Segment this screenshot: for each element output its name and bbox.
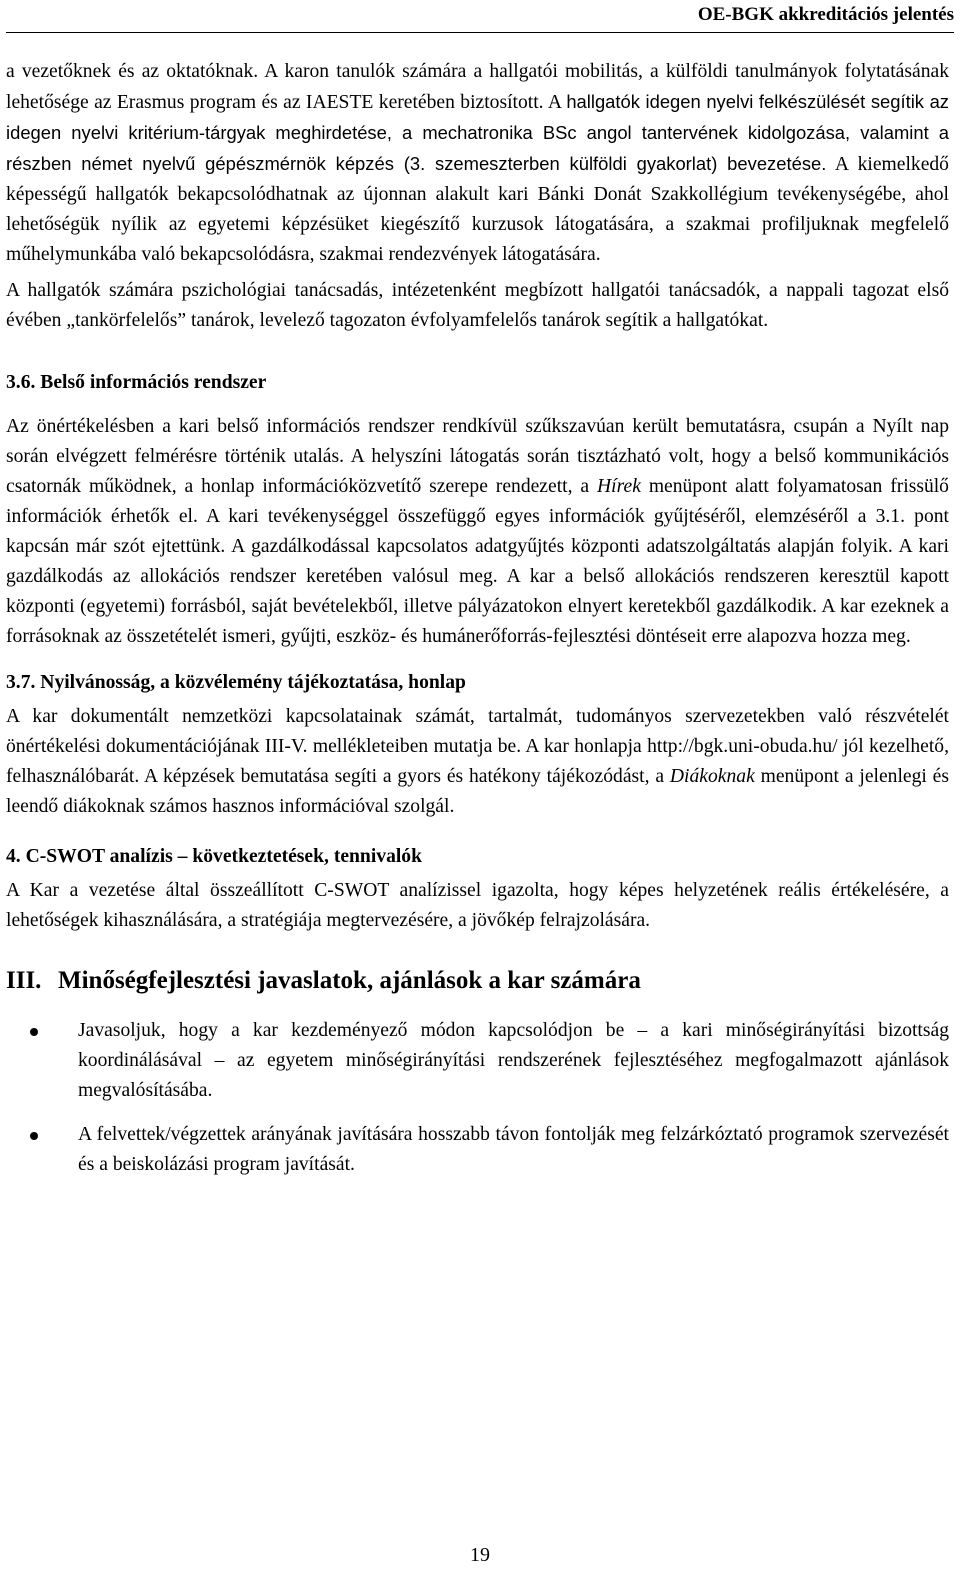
section-3-7-text-b: menüpont a jelenlegi és leendő diákoknak számos hasznos információval szolgál. (6, 766, 950, 817)
section-4-paragraph: A Kar a vezetése által összeállított C-SWOT analízissel igazolta, hogy képes helyzetének reális értékelésére, a lehetőségek kihasználására, a stratégiája megtervezésére, a jövőkép felrajzolására. (6, 880, 949, 931)
page-number: 19 (470, 1544, 490, 1566)
bullet-icon (30, 1028, 38, 1036)
heading-III-title: Minőségfejlesztési javaslatok, ajánlások a kar számára (58, 967, 641, 994)
section-3-6-text-b: menüpont alatt folyamatosan frissülő információk érhetők el. A kari tevékenységgel összefüggő egyes információk gyűjtéséről, elemzéséről a 3.1. pont kapcsán már szót ejtettünk. A gazdálkodással kapcsolatos adatgyűjtés központi adatszolgáltatás alapján folyik. A kari gazdálkodás az allokációs rendszer keretében valósul meg. A kar a belső allokációs rendszeren keresztül kapott központi (egyetemi) forrásból, saját bevételekből, illetve pályázatokon elnyert keretekből gazdálkodik. A kar ezeknek a forrásoknak az összetételét ismeri, gyűjti, eszköz- és humánerőforrás-fejlesztési döntéseit erre alapozva hozza meg. (6, 476, 949, 647)
intro-text-3: A kiemelkedő képességű hallgatók bekapcsolódhatnak az újonnan alakult kari Bánki Donát Szakkollégium tevékenységébe, ahol lehetőségük nyílik az egyetemi képzésüket kiegészítő kurzusok látogatására, a szakmai profiljuknak megfelelő műhelymunkába való bekapcsolódásra, szakmai rendezvények látogatására. (6, 154, 949, 265)
section-3-7-paragraph (6, 702, 949, 822)
heading-III-number: III. (6, 967, 42, 994)
intro-paragraph (6, 57, 949, 270)
heading-III (6, 964, 949, 998)
list-item (6, 1120, 949, 1180)
running-header: OE-BGK akkreditációs jelentés (697, 4, 954, 25)
header-rule (6, 32, 954, 33)
section-3-7-menu-name: Diákoknak (669, 766, 755, 787)
intro-text-2: hallgatók idegen nyelvi felkészülését segítik az idegen nyelvi kritérium-tárgyak meghirdetése, a mechatronika BSc angol tantervének kidolgozása, valamint a részben német nyelvű gépészmérnök képzés (3. szemeszterben külföldi gyakorlat) bevezetése. (6, 91, 949, 174)
section-3-6-paragraph (6, 412, 949, 652)
page-content (6, 57, 949, 1194)
bullet-icon (30, 1132, 38, 1140)
list-item-text: Javasoljuk, hogy a kar kezdeményező módon kapcsolódjon be – a kari minőségirányítási bizottság koordinálásával – az egyetem minőségirányítási rendszerének fejlesztéséhez megfogalmazott ajánlások megvalósításába. (78, 1020, 949, 1101)
intro-text-1: a vezetőknek és az oktatóknak. A karon tanulók számára a hallgatói mobilitás, a külföldi tanulmányok folytatásának lehetősége az Erasmus program és az IAESTE keretében biztosított. A (6, 61, 949, 113)
list-item-text: A felvettek/végzettek arányának javítására hosszabb távon fontolják meg felzárkóztató programok szervezését és a beiskolázási program javítását. (78, 1124, 949, 1175)
recommendation-list (6, 1016, 949, 1180)
section-3-7-text-a: A kar dokumentált nemzetközi kapcsolatainak számát, tartalmát, tudományos szervezetekben való részvételét önértékelési dokumentációjának III-V. mellékleteiben mutatja be. A kar honlapja http://bgk.uni-obuda.hu/ jól kezelhető, felhasználóbarát. A képzések bemutatása segíti a gyors és hatékony tájékozódást, a (6, 706, 949, 787)
list-item (6, 1016, 949, 1106)
heading-3-6: 3.6. Belső információs rendszer (6, 372, 267, 393)
counseling-paragraph: A hallgatók számára pszichológiai tanácsadás, intézetenként megbízott hallgatói tanácsadók, a nappali tagozat első évében „tankörfelelős” tanárok, levelező tagozaton évfolyamfelelős tanárok segítik a hallgatókat. (6, 280, 949, 331)
section-3-6-text-a: Az önértékelésben a kari belső információs rendszer rendkívül szűkszavúan került bemutatásra, csupán a Nyílt nap során elvégzett felmérésre történik utalás. A helyszíni látogatás során tisztázható volt, hogy a belső kommunikációs csatornák működnek, a honlap információközvetítő szerepe rendezett, a (6, 416, 949, 497)
heading-3-7: 3.7. Nyilvánosság, a közvélemény tájékoztatása, honlap (6, 672, 466, 693)
section-3-6-menu-name: Hírek (597, 476, 641, 497)
heading-4: 4. C-SWOT analízis – következtetések, tennivalók (6, 846, 423, 867)
